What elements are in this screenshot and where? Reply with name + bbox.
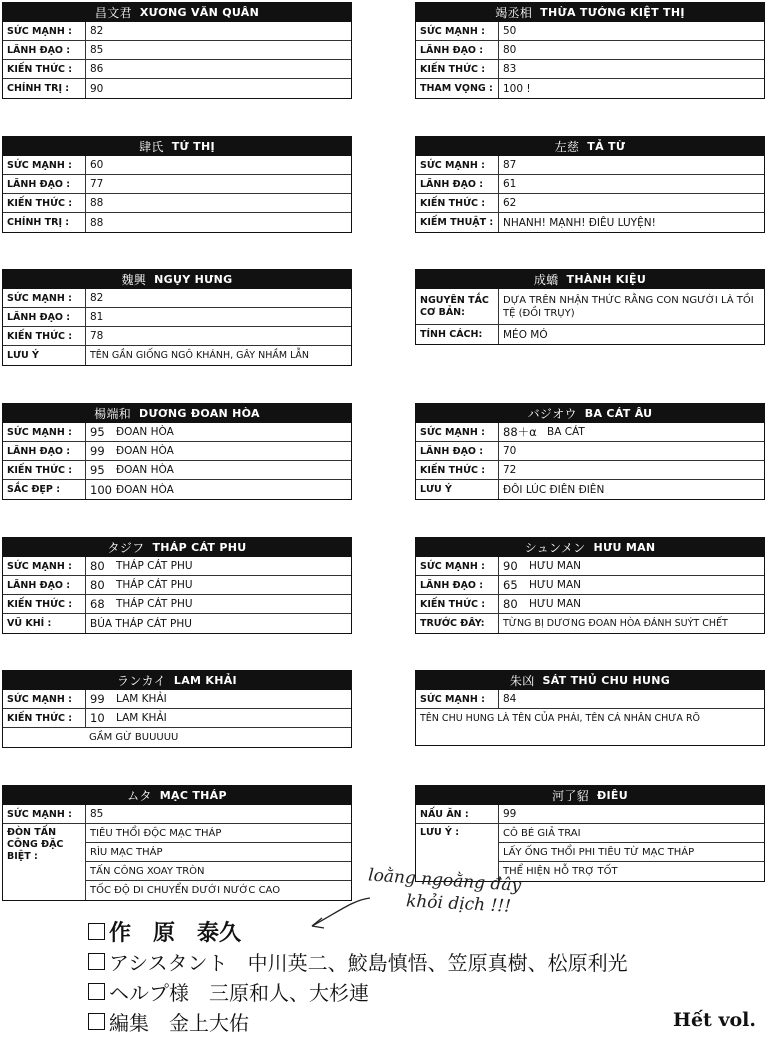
card-header [2,269,352,289]
stat-value: 85 [85,41,351,59]
card-title-vn: THÁP CÁT PHU [152,540,247,554]
card-header [2,136,352,156]
stat-value-cell [85,576,351,594]
card-header [2,670,352,690]
card-title-vn: XƯƠNG VĂN QUÂN [139,5,260,19]
stat-value: 84 [498,690,764,708]
stat-note: ĐOAN HÒA [116,426,174,438]
card-title-jp: シュンメン [524,540,586,555]
card-title-jp: ムタ [127,788,152,803]
stat-number: 99 [90,444,105,458]
stat-label: LÃNH ĐẠO : [420,178,484,190]
list-item: LẤY ỐNG THỔI PHI TIÊU TỪ MẠC THÁP [499,843,764,862]
credit-text: ヘルプ様 三原和人、大杉連 [109,980,369,1005]
stat-label: VŨ KHÍ : [7,618,52,629]
stat-note: THÁP CÁT PHU [116,560,193,572]
special-attack-list [85,824,351,900]
card-header [2,2,352,22]
stat-label: KIẾN THỨC : [420,63,486,75]
card-title-jp: ランカイ [117,673,166,688]
card-title-jp: 成蟜 [533,272,559,287]
credit-line [88,946,628,976]
stat-note: HƯU MAN [529,598,582,610]
checkbox-icon [88,923,105,940]
stat-label: NGUYÊN TẮC CƠ BẢN: [420,294,489,318]
list-item: TỐC ĐỘ DI CHUYỂN DƯỚI NƯỚC CAO [90,885,281,896]
stat-label: KIẾN THỨC : [7,598,73,610]
card-lam-khai [2,670,352,748]
stat-note: HƯU MAN [529,579,582,591]
stat-value-cell [85,557,351,575]
card-header [415,269,765,289]
end-of-volume-mark: Hết vol. [673,1009,756,1031]
credit-text: アシスタント 中川英二、鮫島慎悟、笠原真樹、松原利光 [109,950,628,975]
stat-label: SỨC MẠNH : [7,426,72,438]
stat-label: KIẾN THỨC : [420,197,486,209]
stat-label: LÃNH ĐẠO : [7,445,71,457]
card-header [415,136,765,156]
card-chu-hung [415,670,765,746]
card-header [415,403,765,423]
credit-line [88,976,628,1006]
extra-note: GẦM GỪ BUUUUU [89,732,179,743]
stat-label: KIẾN THỨC : [7,63,73,75]
stat-value: 99 [498,805,764,823]
card-ta-tu [415,136,765,233]
stat-value: NHANH! MẠNH! ĐIÊU LUYỆN! [498,213,764,232]
stat-number: 95 [90,463,105,477]
card-duong-doan-hoa [2,403,352,500]
stat-value-cell [85,709,351,727]
stat-label: KIẾN THỨC : [7,330,73,342]
checkbox-icon [88,1013,105,1030]
card-header [415,785,765,805]
stat-label: KIẾM THUẬT : [420,217,494,228]
card-header [2,403,352,423]
card-title-jp: 昌文君 [94,5,132,20]
stat-value-cell [498,423,764,441]
list-item: RÌU MẠC THÁP [86,843,351,862]
stat-value: 80 [498,41,764,59]
stat-number: 80 [503,597,518,611]
card-title-vn: DƯƠNG ĐOAN HÒA [139,406,260,420]
stat-label: SỨC MẠNH : [420,426,485,438]
stat-value-cell [85,423,351,441]
stat-label: TRƯỚC ĐÂY: [420,618,485,629]
stat-value-cell [498,576,764,594]
stat-label: LÃNH ĐẠO : [420,44,484,56]
stat-value: 70 [498,442,764,460]
card-tu-thi [2,136,352,233]
stat-label: KIẾN THỨC : [7,197,73,209]
credit-line [88,916,628,946]
stat-note: LAM KHẢI [116,712,167,724]
card-title-vn: NGỤY HƯNG [154,272,233,286]
card-title-jp: 左慈 [554,139,580,154]
stat-number: 80 [90,578,105,592]
card-title-vn: TẢ TỪ [587,139,626,153]
stat-value: 85 [85,805,351,823]
stat-label: TÍNH CÁCH: [420,329,483,340]
stat-value-cell [85,442,351,460]
stat-note: THÁP CÁT PHU [116,579,193,591]
list-item: TIÊU THỔI ĐỘC MẠC THÁP [86,824,351,843]
stat-label: SẮC ĐẸP : [7,484,60,495]
stat-label: SỨC MẠNH : [7,560,72,572]
stat-value: 62 [498,194,764,212]
stat-label: LƯU Ý [420,484,452,495]
card-title-vn: THỪA TƯỚNG KIỆT THỊ [540,5,685,19]
stat-value: DỰA TRÊN NHẬN THỨC RẰNG CON NGƯỜI LÀ TỒI TỆ (ĐỒI TRỤY) [498,289,764,324]
card-title-vn: SÁT THỦ CHU HUNG [542,673,671,687]
stat-value: 82 [85,22,351,40]
card-title-jp: バジオウ [527,406,577,421]
stat-label: KIẾN THỨC : [7,712,73,724]
stat-value-cell [85,480,351,499]
stat-label: LÃNH ĐẠO : [7,311,71,323]
stat-label: SỨC MẠNH : [7,292,72,304]
handwritten-line: khỏi dịch !!! [405,891,512,917]
stat-label: CHÍNH TRỊ : [7,217,70,228]
stat-label: KIẾN THỨC : [7,464,73,476]
stat-value: TỪNG BỊ DƯƠNG ĐOAN HÒA ĐÁNH SUÝT CHẾT [498,614,764,633]
list-item: THỂ HIỆN HỖ TRỢ TỐT [503,866,618,877]
stat-number: 88＋α [503,425,537,439]
stat-value: 86 [85,60,351,78]
stat-note: HƯU MAN [529,560,582,572]
card-mac-thap [2,785,352,901]
card-header [2,785,352,805]
checkbox-icon [88,953,105,970]
stat-value: 83 [498,60,764,78]
list-item: CÔ BÉ GIẢ TRAI [499,824,764,843]
stat-value: 88 [85,194,351,212]
card-nguy-hung [2,269,352,366]
note-label: LƯU Ý : [420,827,459,838]
card-title-jp: 肆氏 [139,139,164,154]
card-title-jp: 竭丞相 [495,5,533,20]
stat-number: 99 [90,692,105,706]
card-ba-cat-au [415,403,765,500]
stat-value: 90 [85,79,351,98]
card-title-jp: タジフ [107,540,145,555]
stat-number: 80 [90,559,105,573]
special-attack-label: ĐÒN TẤN CÔNG ĐẶC BIỆT : [7,827,64,862]
card-title-vn: BA CÁT ÂU [584,406,653,420]
card-huu-man [415,537,765,634]
stat-value-cell [85,595,351,613]
stat-value-cell [85,690,351,708]
card-title-vn: THÀNH KIỆU [566,272,647,286]
stat-value-cell [498,595,764,613]
extra-note: TÊN CHU HUNG LÀ TÊN CỦA PHÁI, TÊN CÁ NHÂN CHƯA RÕ [420,713,701,724]
card-title-vn: MẠC THÁP [159,788,227,802]
stat-label: KIẾN THỨC : [420,464,486,476]
stat-label: LÃNH ĐẠO : [420,445,484,457]
stat-number: 95 [90,425,105,439]
stat-value: 77 [85,175,351,193]
card-title-vn: TỨ THỊ [171,139,215,153]
stat-number: 68 [90,597,105,611]
stat-value: 81 [85,308,351,326]
stat-value: 88 [85,213,351,232]
stat-note: BA CÁT [547,426,585,438]
stat-value-cell [85,461,351,479]
stat-note: ĐOAN HÒA [116,483,174,496]
stat-number: 10 [90,711,105,725]
credit-line [88,1006,628,1036]
stat-label: CHÍNH TRỊ : [7,83,70,94]
stat-label: LÃNH ĐẠO : [7,44,71,56]
card-title-jp: 河了貂 [552,788,589,803]
card-header [2,537,352,557]
card-title-jp: 魏興 [121,272,147,287]
stat-number: 100 [90,482,112,497]
card-title-vn: ĐIÊU [596,788,628,802]
stat-value: 61 [498,175,764,193]
stat-note: ĐOAN HÒA [116,445,174,457]
card-header [415,537,765,557]
stat-label: SỨC MẠNH : [7,808,72,820]
card-xuong-van-quan [2,2,352,99]
card-header [415,2,765,22]
stat-label: SỨC MẠNH : [420,25,485,37]
credit-text: 作 原 泰久 [109,919,242,946]
card-thanh-kieu [415,269,765,345]
stat-value: 50 [498,22,764,40]
stat-value: 72 [498,461,764,479]
stat-note: ĐOAN HÒA [116,464,174,476]
stat-label: SỨC MẠNH : [420,693,485,705]
checkbox-icon [88,983,105,1000]
card-title-jp: 楊端和 [94,406,132,421]
stat-label: LÃNH ĐẠO : [7,178,71,190]
stat-label: KIẾN THỨC : [420,598,486,610]
stat-note: THÁP CÁT PHU [116,598,193,610]
card-title-jp: 朱凶 [509,673,535,688]
handwritten-line: loằng ngoằng đây [367,865,522,896]
stat-label: LƯU Ý [7,350,39,361]
card-thap-cat-phu [2,537,352,634]
stat-label: LÃNH ĐẠO : [7,579,71,591]
stat-label: SỨC MẠNH : [7,159,72,171]
stat-label: SỨC MẠNH : [7,693,72,705]
stat-value: 82 [85,289,351,307]
stat-label: SỨC MẠNH : [7,25,72,37]
stat-label: LÃNH ĐẠO : [420,579,484,591]
card-title-vn: HƯU MAN [593,540,656,554]
stat-value: MÉO MÓ [498,325,764,344]
stat-value: 87 [498,156,764,174]
card-header [415,670,765,690]
stat-label: NẤU ĂN : [420,808,469,820]
credit-text: 編集 金上大佑 [109,1010,249,1035]
stat-value-cell [498,557,764,575]
stat-label: THAM VỌNG : [420,83,493,94]
stat-value: 100 ! [498,79,764,98]
stat-value: 60 [85,156,351,174]
credits-block [88,916,628,1036]
stat-value: ĐÔI LÚC ĐIÊN ĐIÊN [498,480,764,499]
stat-label: SỨC MẠNH : [420,560,485,572]
card-dieu [415,785,765,882]
stat-value: 78 [85,327,351,345]
stat-note: LAM KHẢI [116,693,167,705]
stat-value: BÚA THÁP CÁT PHU [85,614,351,633]
stat-label: SỨC MẠNH : [420,159,485,171]
stat-value: TÊN GẦN GIỐNG NGÔ KHÁNH, GÂY NHẦM LẪN [85,346,351,365]
list-item: TẤN CÔNG XOAY TRÒN [86,862,351,881]
stat-number: 65 [503,578,518,592]
stat-number: 90 [503,559,518,573]
card-kiet-thi [415,2,765,99]
card-title-vn: LAM KHẢI [173,673,237,687]
